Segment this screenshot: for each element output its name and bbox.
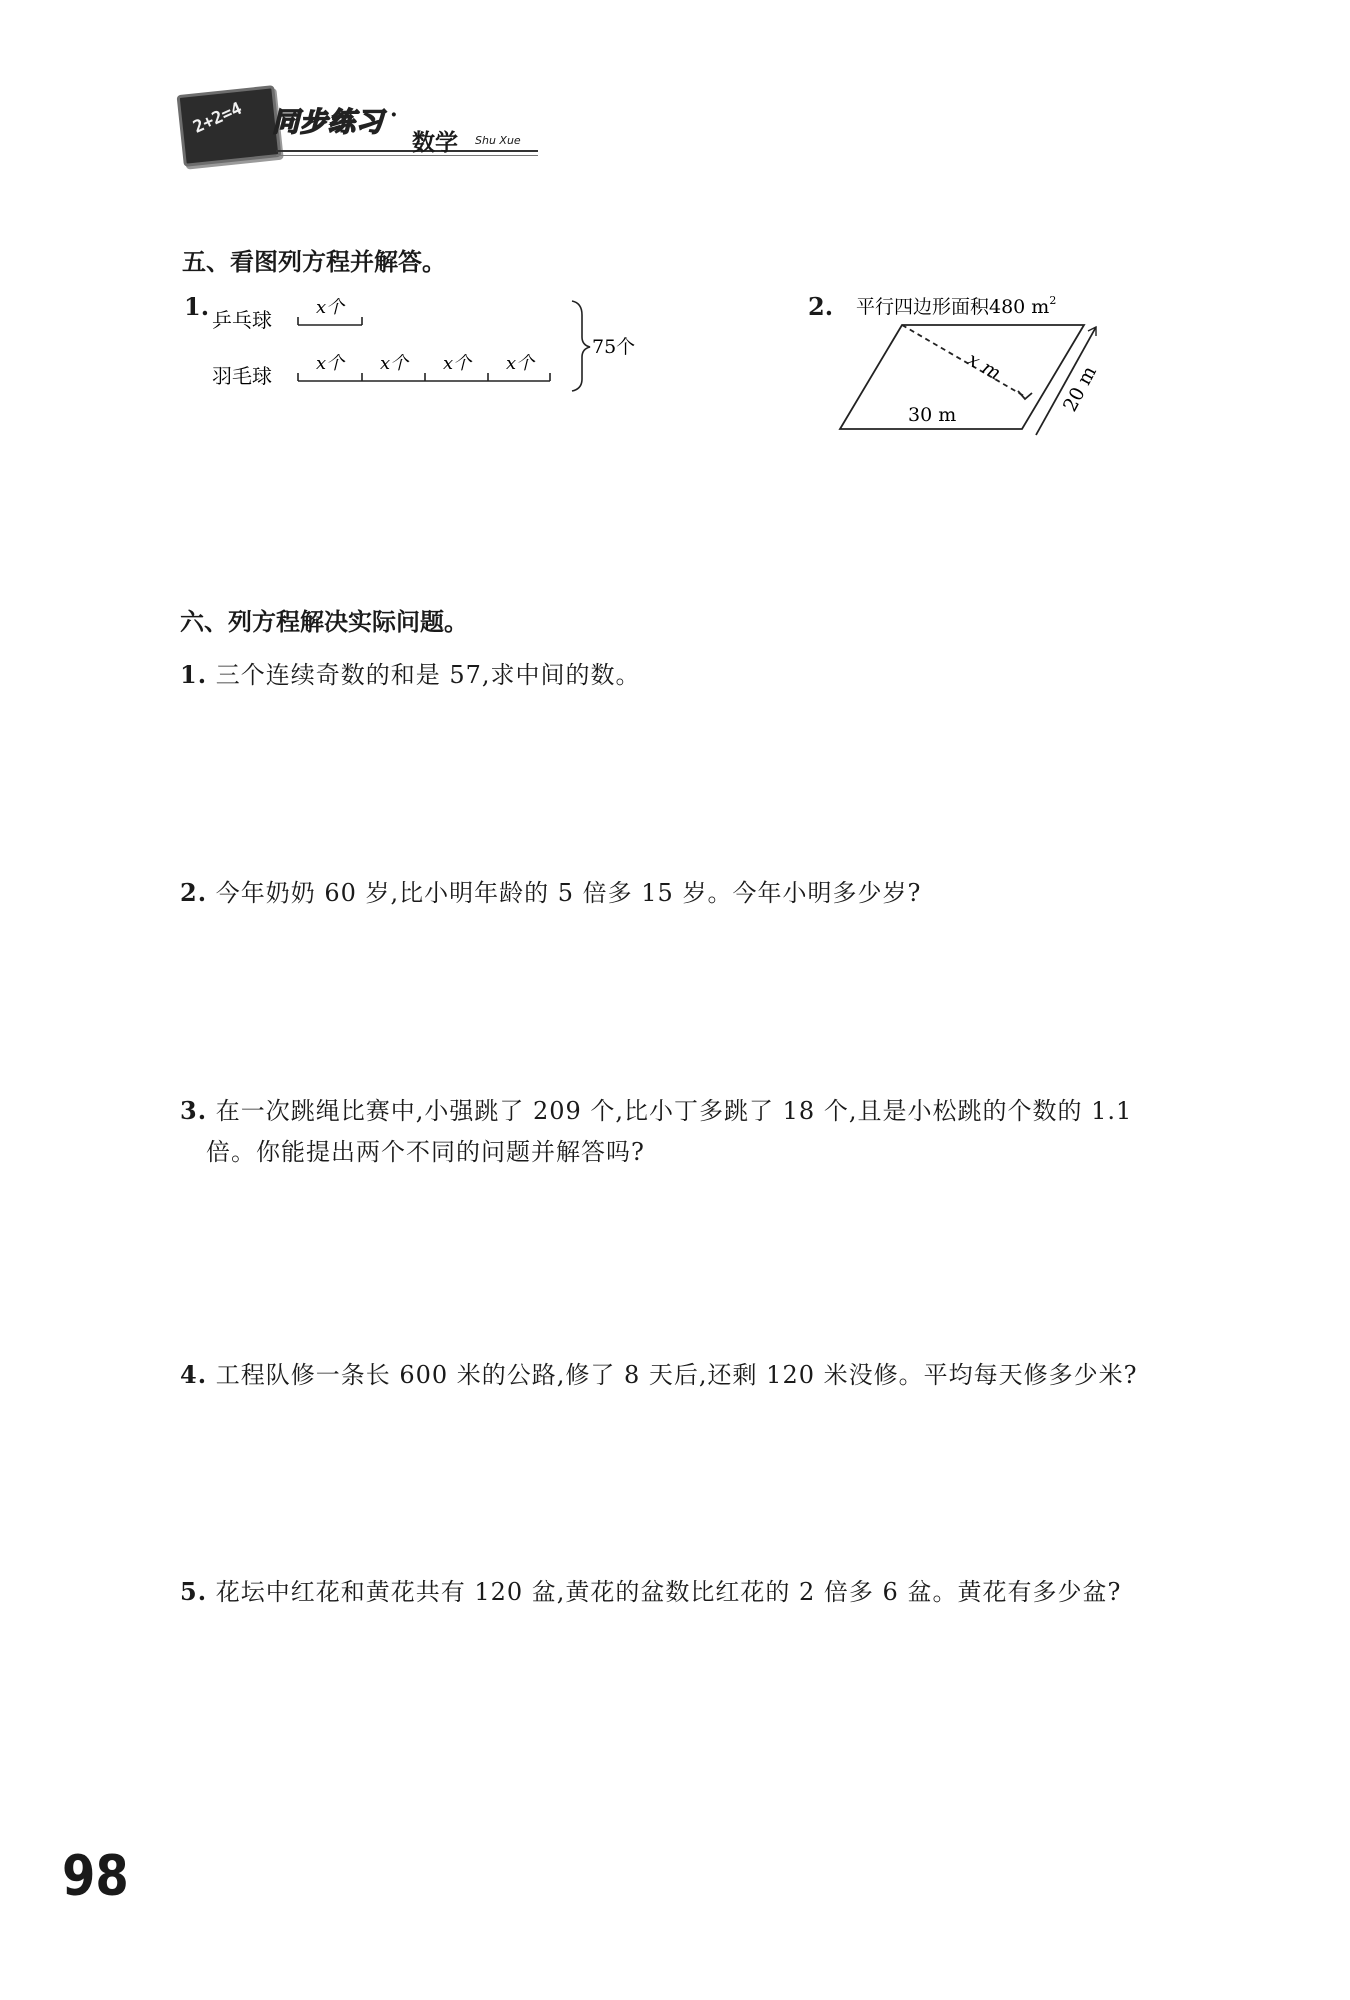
board-text: 2+2=4 [190,98,246,138]
question-3-text-line2: 倍。你能提出两个不同的问题并解答吗? [206,1138,645,1166]
question-3-continued [206,1132,645,1167]
badminton-segment-label-3: x个 [443,353,472,374]
q5-2-number: 2. [808,292,834,321]
question-5-text: 花坛中红花和黄花共有 120 盆,黄花的盆数比红花的 2 倍多 6 盆。黄花有多少盆? [215,1578,1122,1606]
badminton-segment-label-4: x个 [506,353,535,374]
badminton-segment-label-2: x个 [380,353,409,374]
question-3-number: 3. [180,1096,208,1125]
question-5 [180,1572,1121,1607]
question-2 [180,873,921,908]
parallelogram-diagram [830,285,1120,445]
section-5-title: 五、看图列方程并解答。 [182,248,446,276]
base-label: 30 m [908,404,957,426]
header-dot: · [390,102,398,128]
question-3 [180,1091,1132,1126]
page-number: 98 [62,1843,129,1909]
q5-1-number: 1. [184,292,210,321]
header-banner [180,82,540,172]
question-2-text: 今年奶奶 60 岁,比小明年龄的 5 倍多 15 岁。今年小明多少岁? [215,879,922,907]
pingpong-segment-label: x个 [316,297,345,318]
chalkboard-icon [177,85,282,167]
question-2-number: 2. [180,878,208,907]
header-subject: 数学 [412,130,458,156]
segment-diagram [200,285,650,400]
side-label: 20 m [1058,362,1102,416]
total-label: 75个 [592,336,636,358]
pingpong-label: 乒乓球 [212,308,272,332]
question-1-number: 1. [180,660,208,689]
question-4-text: 工程队修一条长 600 米的公路,修了 8 天后,还剩 120 米没修。平均每天修多少米? [215,1361,1138,1389]
section-6-title: 六、列方程解决实际问题。 [180,608,468,636]
question-1 [180,655,641,690]
badminton-label: 羽毛球 [212,364,272,388]
header-divider [276,150,538,152]
question-5-number: 5. [180,1577,208,1606]
header-pinyin: Shu Xue [475,134,521,147]
diagonal-label: x m [963,348,1005,385]
header-title: 同步练习 [272,107,384,138]
question-3-text-line1: 在一次跳绳比赛中,小强跳了 209 个,比小丁多跳了 18 个,且是小松跳的个数的 1.1 [215,1097,1133,1125]
question-4 [180,1355,1138,1390]
header-divider-thin [276,155,538,156]
question-1-text: 三个连续奇数的和是 57,求中间的数。 [215,661,641,689]
question-4-number: 4. [180,1360,208,1389]
parallelogram-caption: 平行四边形面积480 $m^2$ [856,294,1057,318]
badminton-segment-label-1: x个 [316,353,345,374]
